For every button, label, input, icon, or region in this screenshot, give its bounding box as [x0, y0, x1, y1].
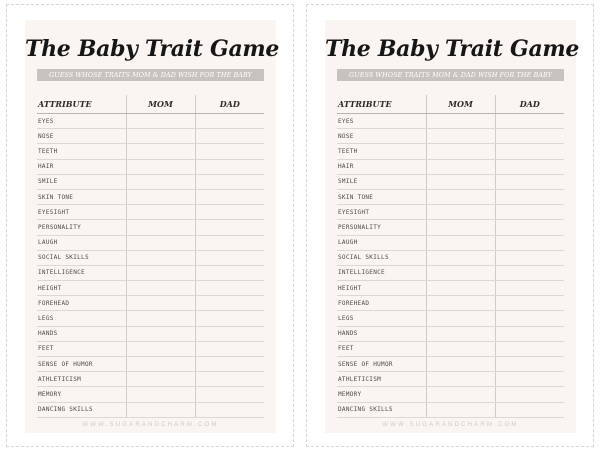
attribute-label: ATHLETICISM	[37, 372, 126, 387]
attribute-label: FOREHEAD	[37, 296, 126, 311]
dad-answer-cell[interactable]	[195, 250, 264, 265]
table-row	[37, 205, 264, 220]
table-row	[337, 281, 564, 296]
mom-answer-cell[interactable]	[426, 372, 495, 387]
mom-answer-cell[interactable]	[426, 311, 495, 326]
table-row	[37, 341, 264, 356]
table-row	[37, 357, 264, 372]
table-row	[37, 114, 264, 129]
dad-answer-cell[interactable]	[195, 189, 264, 204]
attribute-label: INTELLIGENCE	[337, 265, 426, 280]
dad-answer-cell[interactable]	[495, 402, 564, 417]
table-row	[337, 220, 564, 235]
column-header-attribute: ATTRIBUTE	[337, 95, 426, 114]
mom-answer-cell[interactable]	[126, 296, 195, 311]
dad-answer-cell[interactable]	[195, 296, 264, 311]
attribute-label: ATHLETICISM	[337, 372, 426, 387]
attribute-label: SMILE	[37, 174, 126, 189]
dad-answer-cell[interactable]	[195, 205, 264, 220]
dad-answer-cell[interactable]	[195, 341, 264, 356]
dad-answer-cell[interactable]	[195, 372, 264, 387]
table-row	[337, 357, 564, 372]
dad-answer-cell[interactable]	[195, 159, 264, 174]
dad-answer-cell[interactable]	[195, 326, 264, 341]
table-row	[337, 189, 564, 204]
sheet-title: The Baby Trait Game	[325, 36, 580, 62]
attribute-label: SOCIAL SKILLS	[337, 250, 426, 265]
mom-answer-cell[interactable]	[426, 129, 495, 144]
attribute-label: EYESIGHT	[337, 205, 426, 220]
mom-answer-cell[interactable]	[426, 144, 495, 159]
column-header-attribute: ATTRIBUTE	[37, 95, 126, 114]
table-row	[337, 402, 564, 417]
dad-answer-cell[interactable]	[495, 265, 564, 280]
mom-answer-cell[interactable]	[126, 250, 195, 265]
attribute-label: SKIN TONE	[37, 189, 126, 204]
attribute-label: LAUGH	[337, 235, 426, 250]
mom-answer-cell[interactable]	[426, 265, 495, 280]
attribute-label: SENSE OF HUMOR	[37, 357, 126, 372]
dad-answer-cell[interactable]	[195, 281, 264, 296]
mom-answer-cell[interactable]	[126, 114, 195, 129]
dad-answer-cell[interactable]	[495, 387, 564, 402]
attribute-label: LEGS	[37, 311, 126, 326]
column-header-dad: DAD	[195, 95, 264, 114]
table-row	[337, 129, 564, 144]
mom-answer-cell[interactable]	[426, 114, 495, 129]
dad-answer-cell[interactable]	[195, 174, 264, 189]
attribute-label: NOSE	[37, 129, 126, 144]
mom-answer-cell[interactable]	[126, 144, 195, 159]
mom-answer-cell[interactable]	[426, 205, 495, 220]
dad-answer-cell[interactable]	[195, 114, 264, 129]
website-footer: WWW.SUGARANDCHARM.COM	[382, 422, 519, 428]
mom-answer-cell[interactable]	[426, 174, 495, 189]
table-row	[337, 296, 564, 311]
dad-answer-cell[interactable]	[495, 129, 564, 144]
dad-answer-cell[interactable]	[195, 311, 264, 326]
mom-answer-cell[interactable]	[426, 250, 495, 265]
attribute-label: FOREHEAD	[337, 296, 426, 311]
table-row	[337, 235, 564, 250]
attribute-label: SMILE	[337, 174, 426, 189]
table-row	[37, 296, 264, 311]
mom-answer-cell[interactable]	[426, 189, 495, 204]
attribute-label: NOSE	[337, 129, 426, 144]
table-row	[337, 372, 564, 387]
dad-answer-cell[interactable]	[195, 402, 264, 417]
table-row	[337, 265, 564, 280]
dad-answer-cell[interactable]	[495, 189, 564, 204]
mom-answer-cell[interactable]	[126, 174, 195, 189]
mom-answer-cell[interactable]	[426, 235, 495, 250]
dad-answer-cell[interactable]	[195, 265, 264, 280]
table-row	[37, 387, 264, 402]
table-row	[337, 174, 564, 189]
column-header-mom: MOM	[426, 95, 495, 114]
table-row	[337, 144, 564, 159]
attribute-label: MEMORY	[37, 387, 126, 402]
table-row	[37, 372, 264, 387]
table-row	[337, 326, 564, 341]
table-row	[337, 159, 564, 174]
table-row	[37, 235, 264, 250]
table-row	[37, 326, 264, 341]
mom-answer-cell[interactable]	[126, 341, 195, 356]
attribute-label: EYES	[337, 114, 426, 129]
attribute-label: HAIR	[37, 159, 126, 174]
mom-answer-cell[interactable]	[126, 357, 195, 372]
dad-answer-cell[interactable]	[495, 311, 564, 326]
mom-answer-cell[interactable]	[126, 326, 195, 341]
attribute-label: HEIGHT	[37, 281, 126, 296]
dad-answer-cell[interactable]	[495, 250, 564, 265]
attribute-label: EYESIGHT	[37, 205, 126, 220]
attribute-label: SKIN TONE	[337, 189, 426, 204]
mom-answer-cell[interactable]	[126, 159, 195, 174]
table-row	[37, 281, 264, 296]
dad-answer-cell[interactable]	[195, 387, 264, 402]
mom-answer-cell[interactable]	[126, 220, 195, 235]
mom-answer-cell[interactable]	[426, 357, 495, 372]
dad-answer-cell[interactable]	[195, 129, 264, 144]
mom-answer-cell[interactable]	[126, 265, 195, 280]
table-row	[337, 311, 564, 326]
attribute-label: LAUGH	[37, 235, 126, 250]
attribute-label: FEET	[37, 341, 126, 356]
game-card	[325, 20, 580, 433]
mom-answer-cell[interactable]	[426, 296, 495, 311]
table-row	[337, 205, 564, 220]
dad-answer-cell[interactable]	[195, 235, 264, 250]
attribute-label: TEETH	[37, 144, 126, 159]
game-sheet-left	[6, 4, 294, 447]
sheet-title: The Baby Trait Game	[25, 36, 280, 62]
dad-answer-cell[interactable]	[195, 357, 264, 372]
attribute-label: INTELLIGENCE	[37, 265, 126, 280]
table-header-row	[337, 95, 564, 114]
mom-answer-cell[interactable]	[126, 402, 195, 417]
attribute-label: DANCING SKILLS	[337, 402, 426, 417]
attribute-label: PERSONALITY	[37, 220, 126, 235]
dad-answer-cell[interactable]	[495, 296, 564, 311]
attribute-label: PERSONALITY	[337, 220, 426, 235]
mom-answer-cell[interactable]	[426, 220, 495, 235]
dad-answer-cell[interactable]	[495, 372, 564, 387]
table-row	[37, 265, 264, 280]
sheet-subtitle: GUESS WHOSE TRAITS MOM & DAD WISH FOR THE BABY	[37, 69, 264, 81]
table-row	[37, 250, 264, 265]
mom-answer-cell[interactable]	[426, 387, 495, 402]
dad-answer-cell[interactable]	[495, 326, 564, 341]
mom-answer-cell[interactable]	[426, 159, 495, 174]
column-header-dad: DAD	[495, 95, 564, 114]
dad-answer-cell[interactable]	[495, 159, 564, 174]
trait-table	[337, 95, 564, 418]
mom-answer-cell[interactable]	[126, 129, 195, 144]
dad-answer-cell[interactable]	[495, 114, 564, 129]
table-row	[37, 189, 264, 204]
attribute-label: HANDS	[337, 326, 426, 341]
dad-answer-cell[interactable]	[495, 205, 564, 220]
table-row	[337, 387, 564, 402]
attribute-label: MEMORY	[337, 387, 426, 402]
sheet-subtitle: GUESS WHOSE TRAITS MOM & DAD WISH FOR THE BABY	[337, 69, 564, 81]
attribute-label: HANDS	[37, 326, 126, 341]
attribute-label: HEIGHT	[337, 281, 426, 296]
dad-answer-cell[interactable]	[495, 281, 564, 296]
attribute-label: HAIR	[337, 159, 426, 174]
attribute-label: TEETH	[337, 144, 426, 159]
dad-answer-cell[interactable]	[495, 357, 564, 372]
mom-answer-cell[interactable]	[126, 281, 195, 296]
mom-answer-cell[interactable]	[426, 326, 495, 341]
dad-answer-cell[interactable]	[495, 341, 564, 356]
website-footer: WWW.SUGARANDCHARM.COM	[82, 422, 219, 428]
mom-answer-cell[interactable]	[126, 205, 195, 220]
attribute-label: SOCIAL SKILLS	[37, 250, 126, 265]
dad-answer-cell[interactable]	[495, 144, 564, 159]
mom-answer-cell[interactable]	[426, 281, 495, 296]
table-row	[337, 114, 564, 129]
table-row	[37, 311, 264, 326]
mom-answer-cell[interactable]	[426, 402, 495, 417]
table-row	[37, 402, 264, 417]
game-sheet-right	[306, 4, 594, 447]
attribute-label: EYES	[37, 114, 126, 129]
table-row	[37, 144, 264, 159]
table-header-row	[37, 95, 264, 114]
dad-answer-cell[interactable]	[495, 220, 564, 235]
mom-answer-cell[interactable]	[126, 372, 195, 387]
table-row	[37, 129, 264, 144]
column-header-mom: MOM	[126, 95, 195, 114]
table-row	[337, 341, 564, 356]
mom-answer-cell[interactable]	[126, 311, 195, 326]
table-row	[37, 159, 264, 174]
mom-answer-cell[interactable]	[126, 189, 195, 204]
mom-answer-cell[interactable]	[126, 235, 195, 250]
mom-answer-cell[interactable]	[426, 341, 495, 356]
table-row	[337, 250, 564, 265]
attribute-label: DANCING SKILLS	[37, 402, 126, 417]
dad-answer-cell[interactable]	[195, 220, 264, 235]
dad-answer-cell[interactable]	[195, 144, 264, 159]
dad-answer-cell[interactable]	[495, 174, 564, 189]
dad-answer-cell[interactable]	[495, 235, 564, 250]
table-row	[37, 174, 264, 189]
mom-answer-cell[interactable]	[126, 387, 195, 402]
attribute-label: FEET	[337, 341, 426, 356]
table-row	[37, 220, 264, 235]
trait-table	[37, 95, 264, 418]
attribute-label: SENSE OF HUMOR	[337, 357, 426, 372]
game-card	[25, 20, 280, 433]
attribute-label: LEGS	[337, 311, 426, 326]
